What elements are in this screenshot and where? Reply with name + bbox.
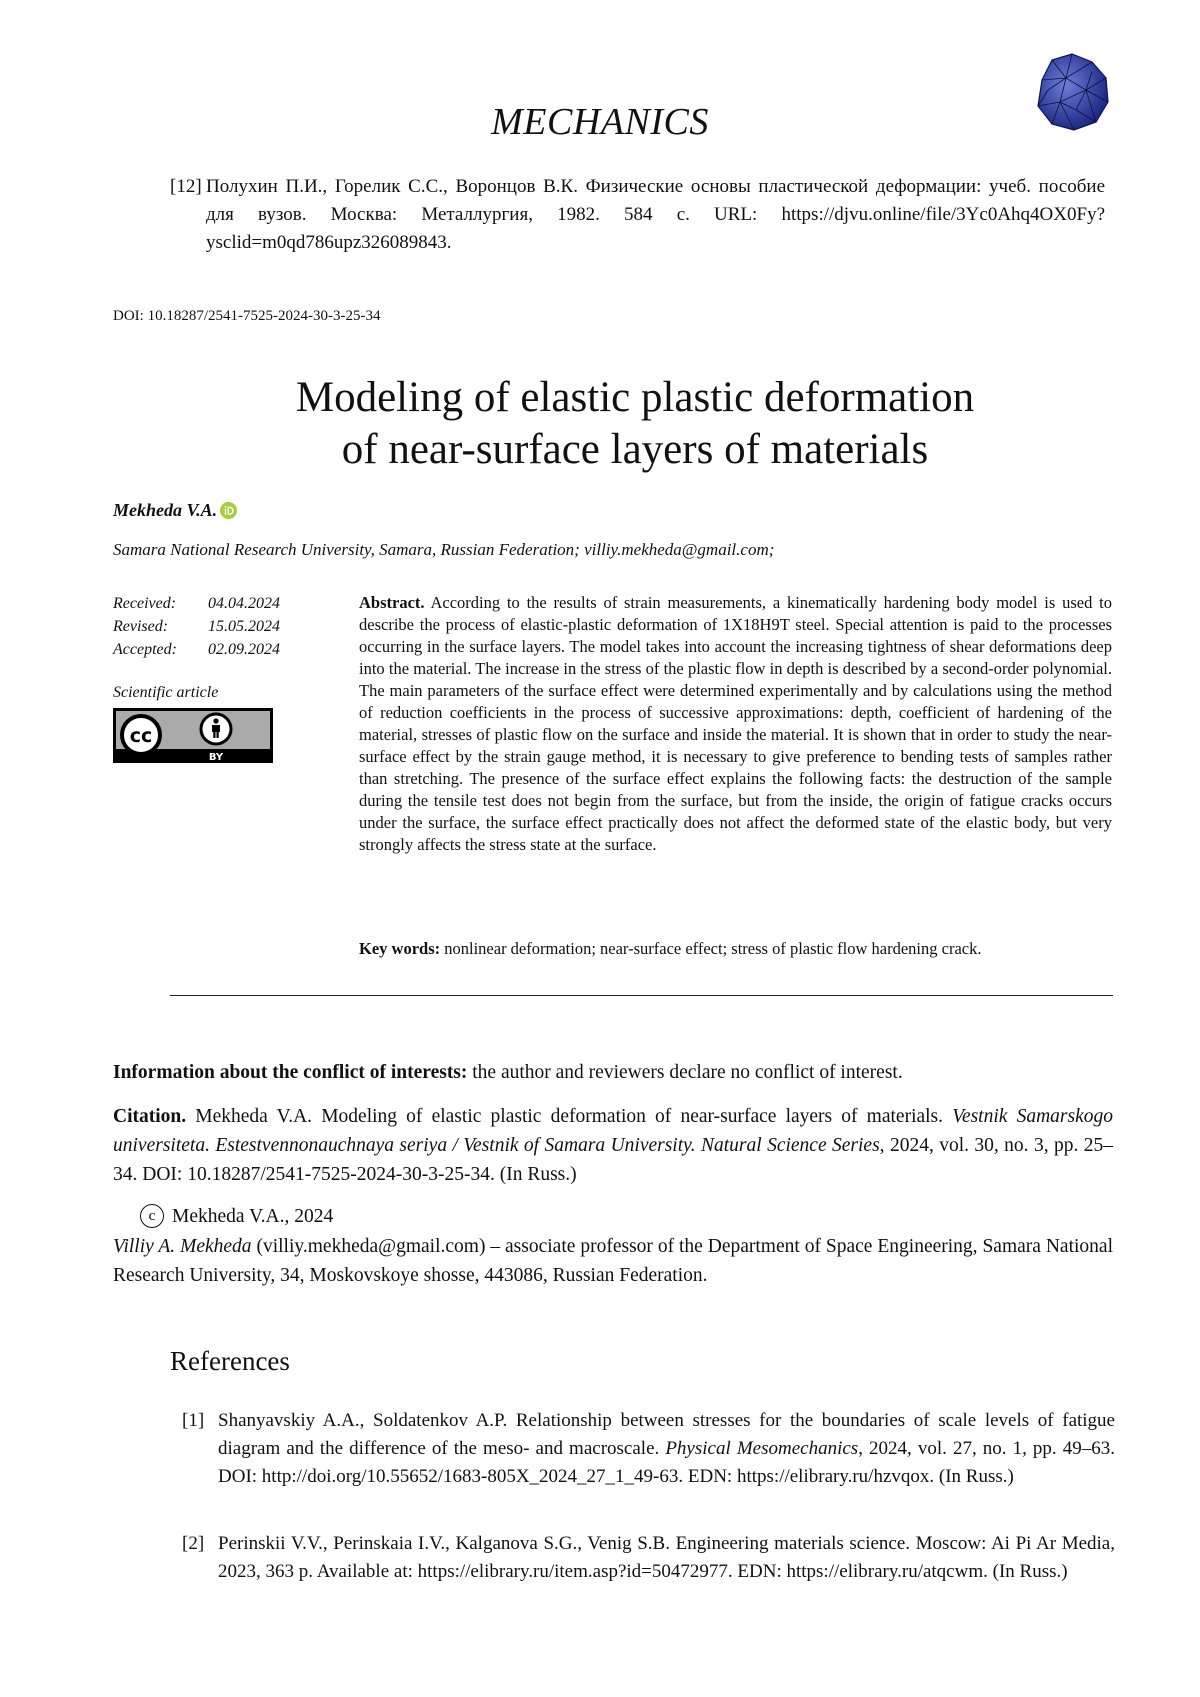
author-info-name: Villiy A. Mekheda (113, 1236, 252, 1257)
revised-label: Revised: (113, 618, 169, 635)
conflict-text: the author and reviewers declare no conflict of interest. (472, 1062, 903, 1083)
copyright-icon: c (140, 1204, 164, 1228)
section-divider (170, 995, 1113, 996)
citation-text-start: Mekheda V.A. Modeling of elastic plastic deformation of near-surface layers of materials. (195, 1106, 944, 1127)
reference-text-end: , 2024, vol. 27, no. 1, pp. 49–63. DOI: http://doi.org/10.55652/1683-805X_2024_27_1_49-63. EDN: https://elibrary.ru/hzvqox. (In Russ.) (218, 1438, 1115, 1487)
citation-label: Citation. (113, 1106, 187, 1127)
article-dates (113, 592, 280, 661)
citation (113, 1102, 1113, 1189)
conflict-label: Information about the conflict of interests: (113, 1062, 468, 1083)
cc-label: cc (129, 725, 153, 747)
received-date-row (113, 592, 280, 615)
revised-date-row (113, 615, 280, 638)
reference-number: [12] (170, 176, 202, 197)
article-type: Scientific article (113, 684, 219, 701)
paper-title (0, 372, 1200, 476)
paper-title-line-1: Modeling of elastic plastic deformation (295, 374, 975, 421)
author-name: Mekheda V.A. (113, 500, 218, 520)
abstract (359, 592, 1112, 856)
reference-item-12 (170, 173, 1105, 257)
reference-number: [2] (182, 1533, 205, 1554)
copyright-text: Mekheda V.A., 2024 (172, 1206, 334, 1227)
received-label: Received: (113, 595, 177, 612)
keywords (359, 938, 1112, 960)
paper-title-line-2: of near-surface layers of materials (341, 426, 929, 473)
reference-text (218, 1407, 1115, 1491)
reference-text: Perinskii V.V., Perinskaia I.V., Kalganova S.G., Venig S.B. Engineering materials science. Moscow: Ai Pi Ar Media, 2023, 363 p. Available at: https://elibrary.ru/item.asp?id=50472977. EDN: https://elibrary.ru/atqcwm. (In Russ.) (218, 1533, 1115, 1582)
reference-journal: Physical Mesomechanics (665, 1438, 859, 1459)
conflict-of-interests (113, 1062, 1113, 1084)
reference-item-2 (182, 1530, 1115, 1586)
reference-number: [1] (182, 1410, 205, 1431)
keywords-label: Key words: (359, 939, 441, 958)
accepted-label: Accepted: (113, 641, 177, 658)
author-line (113, 500, 237, 521)
by-label: BY (208, 752, 224, 763)
orcid-icon[interactable] (220, 502, 237, 519)
keywords-text: nonlinear deformation; near-surface effect; stress of plastic flow hardening crack. (444, 939, 982, 958)
citation-journal: Vestnik Samarskogo universiteta. Estestvennonauchnaya seriya / Vestnik of Samara University. Natural Science Series (113, 1106, 1113, 1156)
section-header: MECHANICS (491, 101, 709, 143)
reference-text-start: Shanyavskiy A.A., Soldatenkov A.P. Relationship between stresses for the boundaries of scale levels of fatigue diagram and the difference of the meso- and macroscale. (218, 1410, 1115, 1459)
reference-item-1 (182, 1407, 1115, 1491)
author-info (113, 1232, 1113, 1290)
abstract-text: According to the results of strain measurements, a kinematically hardening body model is used to describe the process of elastic-plastic deformation of 1X18H9T steel. Special attention is paid to the processes occurring in the surface layers. The model takes into account the increasing tightness of shear deformations deep into the material. The increase in the stress of the plastic flow in depth is described by a second-order polynomial. The main parameters of the surface effect were determined experimentally and by calculations using the method of reduction coefficients in the process of successive approximations: depth, coefficient of hardening of the material, stresses of plastic flow on the surface and inside the material. It is shown that in order to study the near-surface effect by the strain gauge method, it is necessary to give preference to bending tests of samples rather than stretching. The presence of the surface effect explains the following facts: the destruction of the sample during the tensile test does not begin from the surface, but from the inside, the origin of fatigue cracks occurs under the surface, the surface effect practically does not affect the deformed state of the elastic body, but very strongly affects the stress state at the surface. (359, 593, 1112, 854)
cc-by-icon[interactable] (113, 708, 273, 763)
references-heading: References (170, 1346, 290, 1376)
author-affiliation: Samara National Research University, Samara, Russian Federation; villiy.mekheda@gmail.com; (113, 540, 775, 559)
reference-text: Полухин П.И., Горелик С.С., Воронцов В.К. Физические основы пластической деформации: учеб. пособие для вузов. Москва: Металлургия, 1982. 584 с. URL: https://djvu.online/file/3Yc0Ahq4OX0Fy?ysclid=m0qd786upz326089843. (206, 176, 1105, 253)
doi-line[interactable]: DOI: 10.18287/2541-7525-2024-30-3-25-34 (113, 308, 381, 324)
author-info-text: (villiy.mekheda@gmail.com) – associate professor of the Department of Space Engineering, Samara National Research University, 34, Moskovskoye shosse, 443086, Russian Federation. (113, 1236, 1113, 1286)
revised-date: 15.05.2024 (208, 618, 280, 635)
citation-text-end: , 2024, vol. 30, no. 3, pp. 25–34. DOI: 10.18287/2541-7525-2024-30-3-25-34. (In Russ.) (113, 1135, 1114, 1185)
abstract-label: Abstract. (359, 593, 425, 612)
received-date: 04.04.2024 (208, 595, 280, 612)
copyright-line (140, 1204, 333, 1228)
accepted-date-row (113, 638, 280, 661)
accepted-date: 02.09.2024 (208, 641, 280, 658)
